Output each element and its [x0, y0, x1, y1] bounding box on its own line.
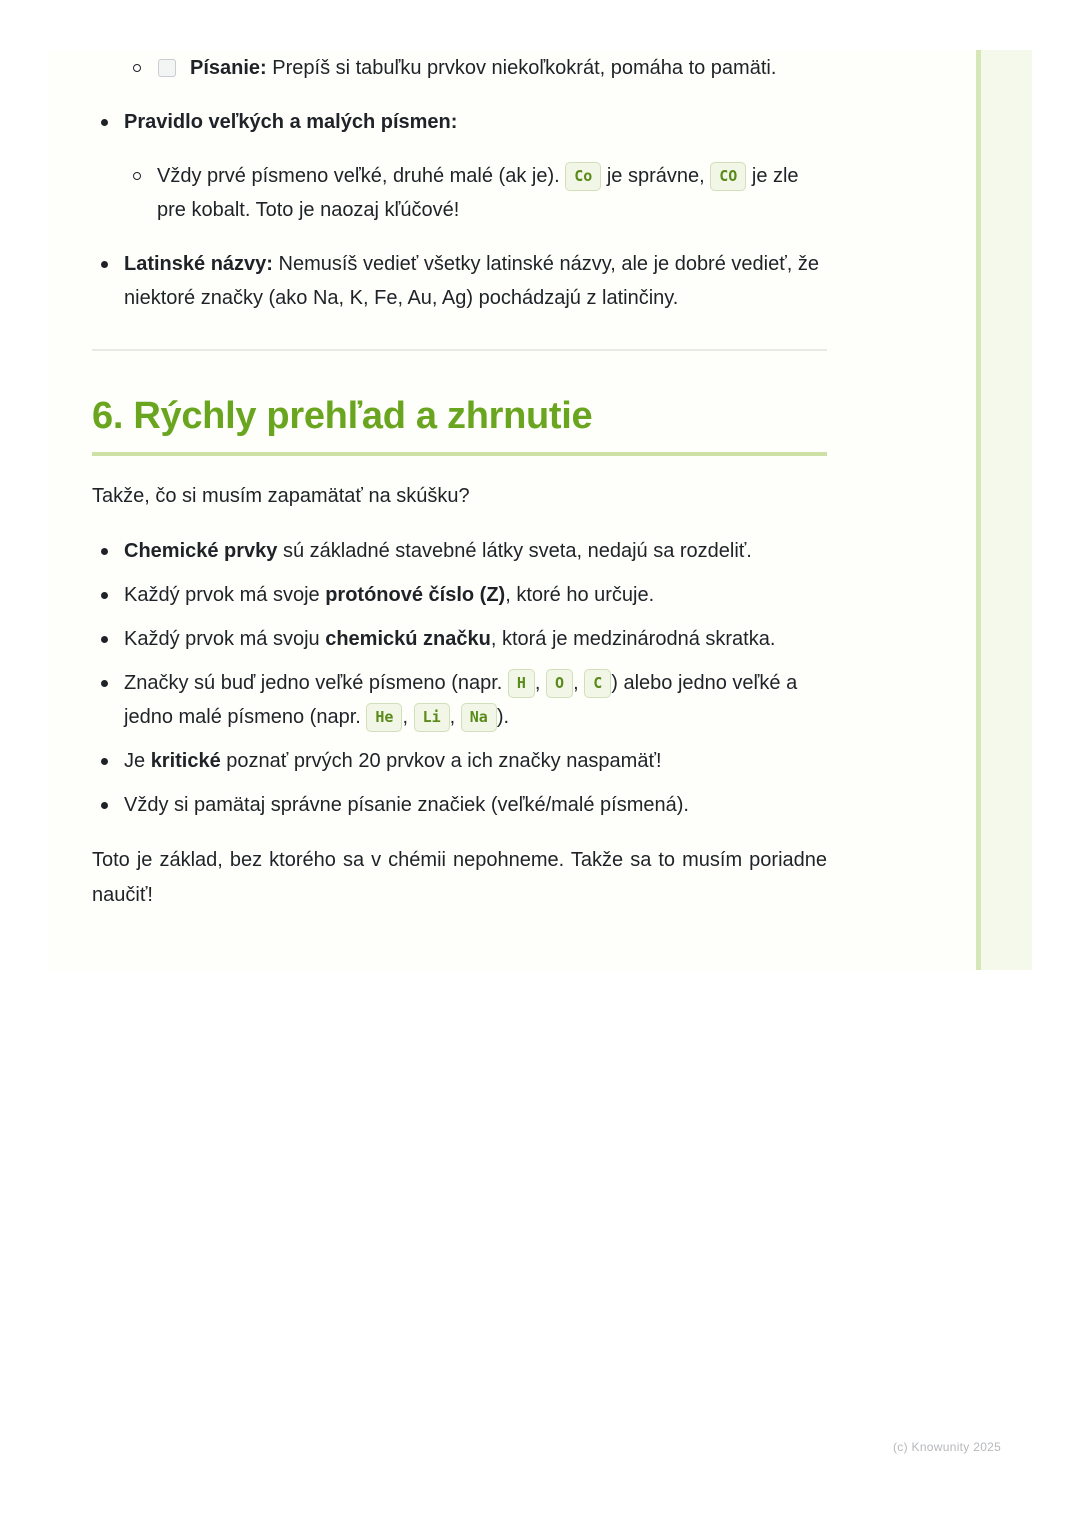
- writing-label: Písanie:: [190, 57, 267, 79]
- case-rule-sublist: [124, 159, 827, 227]
- copyright-footer: (c) Knowunity 2025: [893, 1440, 1002, 1454]
- side-accent-bar: [976, 50, 1032, 970]
- code-co-wrong: CO: [710, 162, 746, 191]
- code-c: C: [584, 669, 611, 698]
- list-item: Je kritické poznať prvých 20 prvkov a ich značky naspamäť!: [92, 744, 827, 778]
- document-content: [92, 50, 827, 913]
- latin-label: Latinské názvy:: [124, 253, 273, 275]
- top-bullet-list: [92, 105, 827, 315]
- divider: [92, 349, 827, 351]
- code-he: He: [366, 703, 402, 732]
- code-o: O: [546, 669, 573, 698]
- case-rule-label: Pravidlo veľkých a malých písmen:: [124, 111, 458, 133]
- section-intro: Takže, čo si musím zapamätať na skúšku?: [92, 485, 470, 507]
- code-co-correct: Co: [565, 162, 601, 191]
- list-item-case-rule: [92, 105, 827, 227]
- list-item-writing: Písanie: Prepíš si tabuľku prvkov niekoľkokrát, pomáha to pamäti.: [124, 51, 827, 85]
- list-item: Značky sú buď jedno veľké písmeno (napr. H , O , C ) alebo jedno veľké a jedno malé písmeno (napr. He , Li , Na ).: [92, 666, 827, 734]
- list-item-latin: Latinské názvy: Nemusíš vedieť všetky latinské názvy, ale je dobré vedieť, že niektoré značky (ako Na, K, Fe, Au, Ag) pochádzajú z latinčiny.: [92, 247, 827, 315]
- code-na: Na: [461, 703, 497, 732]
- conclusion-paragraph: Toto je základ, bez ktorého sa v chémii nepohneme. Takže sa to musím poriadne naučiť!: [92, 849, 827, 906]
- writing-sublist: [124, 51, 827, 85]
- code-h: H: [508, 669, 535, 698]
- list-item: Každý prvok má svoje protónové číslo (Z), ktoré ho určuje.: [92, 578, 827, 612]
- summary-list: [92, 534, 827, 822]
- checkbox[interactable]: [158, 59, 176, 77]
- list-item: Každý prvok má svoju chemickú značku, ktorá je medzinárodná skratka.: [92, 622, 827, 656]
- section-heading: 6. Rýchly prehľad a zhrnutie: [92, 391, 827, 456]
- list-item: Chemické prvky sú základné stavebné látky sveta, nedajú sa rozdeliť.: [92, 534, 827, 568]
- code-li: Li: [414, 703, 450, 732]
- list-item: Vždy si pamätaj správne písanie značiek (veľké/malé písmená).: [92, 788, 827, 822]
- list-item-case-example: Vždy prvé písmeno veľké, druhé malé (ak je). Co je správne, CO je zle pre kobalt. Toto je naozaj kľúčové!: [124, 159, 827, 227]
